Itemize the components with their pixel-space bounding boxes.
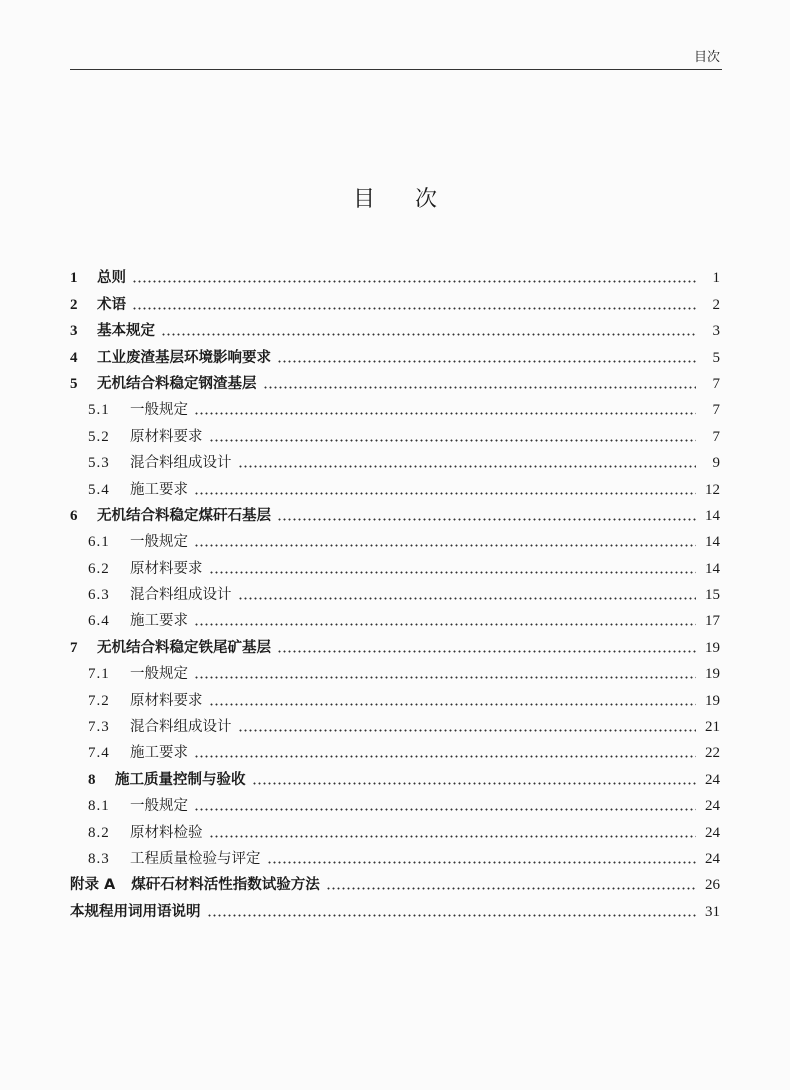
- toc-entry[interactable]: [70, 790, 720, 816]
- toc-entry-page: 15: [705, 587, 720, 604]
- toc-entry[interactable]: [70, 816, 720, 842]
- toc-entry[interactable]: [70, 869, 720, 895]
- toc-entry[interactable]: [70, 631, 720, 657]
- toc-entry[interactable]: [70, 895, 720, 921]
- toc-entry-number: 7.2: [88, 692, 110, 709]
- toc-entry-title: 工程质量检验与评定: [130, 850, 261, 867]
- toc-entry-page: 22: [705, 745, 720, 762]
- toc-entry-title: 无机结合料稳定钢渣基层: [97, 375, 257, 392]
- toc-entry-title: 一般规定: [130, 402, 188, 419]
- toc-entry-page: 14: [705, 560, 720, 577]
- toc-entry-title: 一般规定: [130, 534, 188, 551]
- dot-leader: [277, 360, 696, 363]
- dot-leader: [161, 333, 696, 336]
- toc-entry[interactable]: [70, 737, 720, 763]
- toc-entry[interactable]: [70, 500, 720, 526]
- toc-entry[interactable]: [70, 394, 720, 420]
- toc-entry[interactable]: [70, 341, 720, 367]
- toc-entry[interactable]: [70, 605, 720, 631]
- toc-entry[interactable]: [70, 711, 720, 737]
- header-rule: [70, 69, 722, 70]
- toc-entry-title: 一般规定: [130, 798, 188, 815]
- toc-entry[interactable]: [70, 658, 720, 684]
- toc-entry-page: 7: [712, 402, 720, 419]
- toc-entry-title: 混合料组成设计: [130, 455, 232, 472]
- toc-entry[interactable]: [70, 420, 720, 446]
- toc-entry-title: 工业废渣基层环境影响要求: [97, 349, 271, 366]
- toc-entry-number: 6.3: [88, 587, 110, 604]
- toc-entry-number: 5: [70, 375, 78, 392]
- toc-entry-page: 14: [705, 507, 720, 524]
- toc-entry-number: 6: [70, 507, 78, 524]
- toc-entry-number: 2: [70, 296, 78, 313]
- toc-entry[interactable]: [70, 473, 720, 499]
- toc-entry-number: 7.4: [88, 745, 110, 762]
- toc-entry-number: 5.2: [88, 428, 110, 445]
- dot-leader: [209, 439, 697, 442]
- toc-entry-number: 8.3: [88, 850, 110, 867]
- toc-entry-number: 6.4: [88, 613, 110, 630]
- dot-leader: [132, 280, 696, 283]
- toc-entry-title: 施工要求: [130, 613, 188, 630]
- dot-leader: [194, 492, 696, 495]
- toc-entry-title: 混合料组成设计: [130, 587, 232, 604]
- running-header: 目次: [693, 50, 720, 65]
- dot-leader: [209, 571, 697, 574]
- toc-entry-title: 总则: [97, 270, 126, 287]
- toc-entry-page: 9: [712, 455, 720, 472]
- toc-entry-number: 3: [70, 323, 78, 340]
- toc-entry[interactable]: [70, 368, 720, 394]
- dot-leader: [209, 703, 697, 706]
- toc-entry-page: 19: [705, 692, 720, 709]
- toc-entry-number: 6.1: [88, 534, 110, 551]
- toc-entry-title: 原材料要求: [130, 560, 203, 577]
- toc-entry[interactable]: [70, 843, 720, 869]
- toc-entry-title: 原材料要求: [130, 692, 203, 709]
- dot-leader: [277, 518, 696, 521]
- toc-entry-number: 附录 A: [70, 877, 116, 894]
- toc-entry-number: 5.3: [88, 455, 110, 472]
- toc-entry-page: 21: [705, 719, 720, 736]
- toc-entry-page: 24: [705, 798, 720, 815]
- toc-entry-number: 5.4: [88, 481, 110, 498]
- toc-entry-page: 1: [712, 270, 720, 287]
- toc-entry-title: 无机结合料稳定煤矸石基层: [97, 507, 271, 524]
- dot-leader: [194, 808, 696, 811]
- dot-leader: [326, 887, 696, 890]
- toc-entry-number: 5.1: [88, 402, 110, 419]
- toc-entry[interactable]: [70, 288, 720, 314]
- dot-leader: [209, 835, 697, 838]
- toc-entry-title: 一般规定: [130, 666, 188, 683]
- toc-entry-title: 本规程用词用语说明: [70, 903, 201, 920]
- dot-leader: [194, 544, 696, 547]
- toc-entry-number: 7.1: [88, 666, 110, 683]
- toc-entry-page: 26: [705, 877, 720, 894]
- toc-entry[interactable]: [70, 684, 720, 710]
- dot-leader: [238, 729, 697, 732]
- dot-leader: [263, 386, 697, 389]
- toc-entry-number: 7.3: [88, 719, 110, 736]
- dot-leader: [267, 861, 697, 864]
- toc-entry-title: 施工要求: [130, 745, 188, 762]
- toc-entry[interactable]: [70, 579, 720, 605]
- toc-entry[interactable]: [70, 763, 720, 789]
- toc-entry-title: 施工要求: [130, 481, 188, 498]
- dot-leader: [207, 914, 697, 917]
- toc-entry-page: 12: [705, 481, 720, 498]
- page-title: 目次: [352, 187, 477, 212]
- toc-entry-title: 原材料检验: [130, 824, 203, 841]
- toc-entry[interactable]: [70, 552, 720, 578]
- toc-entry-title: 无机结合料稳定铁尾矿基层: [97, 639, 271, 656]
- toc-entry[interactable]: [70, 526, 720, 552]
- toc-entry-number: 8: [88, 771, 96, 788]
- toc-entry-page: 24: [705, 824, 720, 841]
- toc-entry-page: 7: [712, 375, 720, 392]
- toc-entry-page: 7: [712, 428, 720, 445]
- toc-entry-title: 煤矸石材料活性指数试验方法: [131, 877, 320, 894]
- toc-entry-page: 24: [705, 771, 720, 788]
- dot-leader: [194, 755, 696, 758]
- table-of-contents: [70, 262, 720, 922]
- toc-entry-title: 原材料要求: [130, 428, 203, 445]
- toc-entry-page: 19: [705, 666, 720, 683]
- dot-leader: [132, 307, 696, 310]
- toc-entry-page: 24: [705, 850, 720, 867]
- toc-entry-page: 3: [712, 323, 720, 340]
- toc-entry[interactable]: [70, 262, 720, 288]
- dot-leader: [194, 623, 696, 626]
- toc-entry[interactable]: [70, 315, 720, 341]
- toc-entry-number: 6.2: [88, 560, 110, 577]
- toc-entry-page: 19: [705, 639, 720, 656]
- toc-entry-page: 5: [712, 349, 720, 366]
- toc-entry-title: 混合料组成设计: [130, 719, 232, 736]
- toc-entry-page: 14: [705, 534, 720, 551]
- toc-entry-title: 基本规定: [97, 323, 155, 340]
- toc-entry-title: 术语: [97, 296, 126, 313]
- dot-leader: [252, 782, 697, 785]
- dot-leader: [238, 465, 697, 468]
- dot-leader: [194, 676, 696, 679]
- toc-entry-number: 8.1: [88, 798, 110, 815]
- toc-entry-number: 7: [70, 639, 78, 656]
- dot-leader: [238, 597, 697, 600]
- toc-entry-number: 1: [70, 270, 78, 287]
- toc-entry-page: 17: [705, 613, 720, 630]
- toc-entry-number: 8.2: [88, 824, 110, 841]
- toc-entry-page: 2: [712, 296, 720, 313]
- toc-entry-number: 4: [70, 349, 78, 366]
- toc-entry-title: 施工质量控制与验收: [115, 771, 246, 788]
- toc-entry-page: 31: [705, 903, 720, 920]
- dot-leader: [277, 650, 696, 653]
- toc-entry[interactable]: [70, 447, 720, 473]
- dot-leader: [194, 412, 696, 415]
